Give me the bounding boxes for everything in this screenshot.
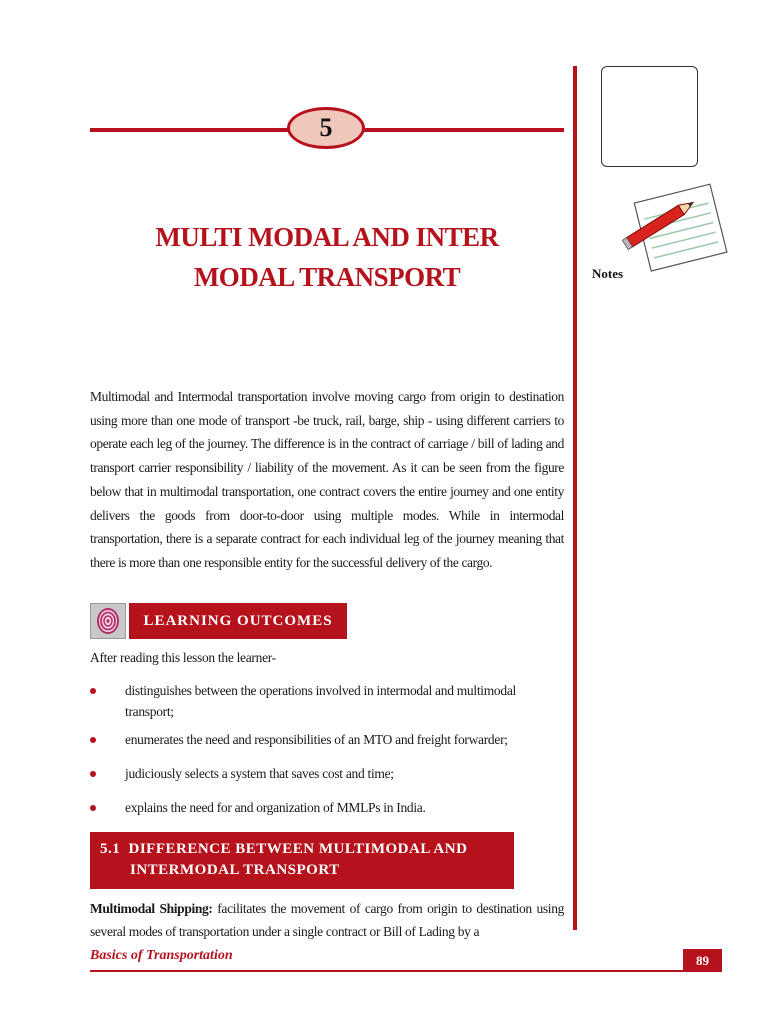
bullet-icon <box>90 688 96 694</box>
learning-outcomes-list <box>90 680 564 818</box>
multimodal-term: Multimodal Shipping: <box>90 901 213 916</box>
target-icon <box>90 603 126 639</box>
list-item <box>90 729 564 750</box>
section-heading <box>90 832 514 889</box>
list-item-text: enumerates the need and responsibilities of an MTO and freight forwarder; <box>125 732 508 747</box>
chapter-title-line-2: MODAL TRANSPORT <box>193 262 461 292</box>
page-number: 89 <box>683 949 722 972</box>
list-item <box>90 680 564 722</box>
learning-outcomes-title: LEARNING OUTCOMES <box>129 603 347 639</box>
section-title-line-1: DIFFERENCE BETWEEN MULTIMODAL AND <box>128 841 468 857</box>
chapter-rule-left <box>90 128 290 132</box>
chapter-title-line-1: MULTI MODAL AND INTER <box>155 222 499 252</box>
multimodal-paragraph <box>90 897 564 943</box>
list-item <box>90 797 564 818</box>
target-icon-graphic <box>95 606 121 636</box>
notes-box <box>601 66 698 167</box>
learning-outcomes-heading <box>90 603 347 639</box>
bullet-icon <box>90 737 96 743</box>
chapter-number-badge <box>287 107 365 149</box>
list-item-text: distinguishes between the operations involved in intermodal and multimodal transport; <box>125 683 516 719</box>
intro-paragraph: Multimodal and Intermodal transportation involve moving cargo from origin to destination using more than one mode of transport -be truck, rail, barge, ship - using different carriers to operate each leg of the journey. The difference is in the contract of carriage / bill of lading and transport carrier responsibility / liability of the movement. As it can be seen from the figure below that in multimodal transportation, one contract covers the entire journey and one entity delivers the goods from door-to-door using multiple modes. While in intermodal transportation, there is a separate contract for each individual leg of the journey meaning that there is more than one responsible entity for the successful delivery of the cargo. <box>90 389 564 570</box>
bullet-icon <box>90 805 96 811</box>
chapter-number: 5 <box>319 113 333 142</box>
section-number: 5.1 <box>100 841 121 857</box>
list-item-text: explains the need for and organization of MMLPs in India. <box>125 800 426 815</box>
multimodal-definition: facilitates the movement of cargo from origin to destination using several modes of transportation under a single contract or Bill of Lading by a <box>90 901 564 939</box>
footer-book-title: Basics of Transportation <box>90 948 233 963</box>
bullet-icon <box>90 771 96 777</box>
list-item <box>90 763 564 784</box>
notes-pencil-icon <box>620 180 730 280</box>
chapter-title <box>90 217 564 297</box>
section-title-line-2: INTERMODAL TRANSPORT <box>130 862 340 878</box>
margin-rule <box>573 66 577 930</box>
notes-label: Notes <box>592 266 624 281</box>
list-item-text: judiciously selects a system that saves cost and time; <box>125 766 394 781</box>
footer-rule <box>90 970 722 972</box>
chapter-rule-right <box>364 128 564 132</box>
learning-outcomes-intro: After reading this lesson the learner- <box>90 650 276 665</box>
